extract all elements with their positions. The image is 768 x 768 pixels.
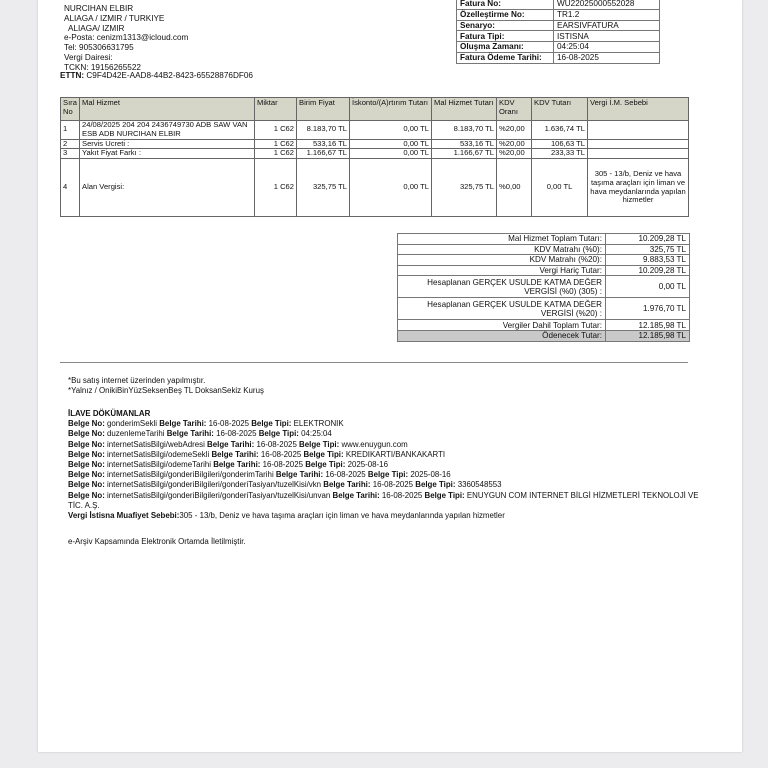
cell-kdv-orani: %20,00 [497, 149, 532, 159]
doc-type-value: ELEKTRONIK [293, 419, 344, 429]
cell-kdv-tutari: 233,33 TL [532, 149, 588, 159]
col-header-miktar: Miktar [255, 98, 297, 121]
cell-kdv-orani: %0,00 [497, 159, 532, 217]
meta-key: Fatura No: [457, 0, 554, 9]
doc-type-label: Belge Tipi: [367, 470, 409, 480]
doc-no-label: Belge No: [68, 439, 105, 449]
table-row [61, 159, 689, 217]
cell-mal-hizmet: Yakıt Fiyat Farkı : [80, 149, 255, 159]
note-internet-sale: *Bu satış internet üzerinden yapılmıştır. [68, 376, 206, 385]
doc-no-label: Belge No: [68, 480, 105, 490]
cell-sira: 3 [61, 149, 80, 159]
cell-sira: 1 [61, 121, 80, 140]
doc-no-value: internetSatisBilgi/gonderiBilgileri/gonderiTasiyan/tuzelKisi/unvan [107, 490, 331, 500]
col-header-tutar: Mal Hizmet Tutarı [432, 98, 497, 121]
doc-no-label: Belge No: [68, 490, 105, 500]
seller-name: NURCIHAN ELBIR [64, 4, 134, 13]
totals-value: 10.209,28 TL [606, 234, 690, 245]
totals-key: Hesaplanan GERÇEK USULDE KATMA DEĞER VERGİSİ (%0) (305) : [398, 276, 606, 298]
cell-sebep [588, 149, 689, 159]
doc-date-label: Belge Tarihi: [332, 490, 380, 500]
totals-key: KDV Matrahı (%0): [398, 244, 606, 255]
ettn-value: C9F4D42E-AAD8-44B2-8423-65528876DF06 [86, 71, 253, 80]
doc-type-value: KREDIKARTI/BANKAKARTI [345, 449, 446, 459]
meta-key: Oluşma Zamanı: [457, 42, 554, 53]
exemption-label: Vergi İstisna Muafiyet Sebebi: [68, 511, 180, 521]
doc-date-label: Belge Tarihi: [211, 449, 259, 459]
seller-email: e-Posta: cenizm1313@icloud.com [64, 33, 189, 43]
doc-no-value: gonderimSekli [107, 419, 158, 429]
list-item [68, 491, 708, 511]
doc-type-label: Belge Tipi: [251, 419, 292, 429]
cell-iskonto: 0,00 TL [350, 139, 432, 149]
seller-tckn: TCKN: 19156265522 [64, 62, 141, 72]
meta-value: 16-08-2025 [554, 52, 660, 63]
items-header-row [61, 98, 689, 121]
doc-date-label: Belge Tarihi: [207, 439, 255, 449]
cell-kdv-tutari: 0,00 TL [532, 159, 588, 217]
doc-no-label: Belge No: [68, 429, 105, 439]
doc-no-value: internetSatisBilgi/webAdresi [107, 439, 205, 449]
exemption-value: 305 - 13/b, Deniz ve hava taşıma araçları için liman ve hava meydanlarında yapılan hizmetler [179, 511, 505, 521]
meta-row [457, 9, 660, 20]
totals-row [398, 276, 690, 298]
meta-value: EARSIVFATURA [554, 20, 660, 31]
doc-date-label: Belge Tarihi: [275, 470, 324, 480]
cell-miktar: 1 C62 [255, 121, 297, 140]
doc-type-label: Belge Tipi: [415, 480, 456, 490]
cell-miktar: 1 C62 [255, 159, 297, 217]
meta-value: TR1.2 [554, 9, 660, 20]
totals-row [398, 298, 690, 320]
docs-title: İLAVE DÖKÜMANLAR [68, 409, 151, 418]
totals-row [398, 234, 690, 245]
col-header-vergi-sebebi: Vergi İ.M. Sebebi [588, 98, 689, 121]
totals-row [398, 265, 690, 276]
totals-value: 9.883,53 TL [606, 255, 690, 266]
doc-no-value: duzenlemeTarihi [107, 429, 165, 439]
cell-birim-fiyat: 8.183,70 TL [297, 121, 350, 140]
table-row [61, 139, 689, 149]
meta-row [457, 52, 660, 63]
meta-row [457, 42, 660, 53]
earsiv-footer: e-Arşiv Kapsamında Elektronik Ortamda İletilmiştir. [68, 537, 246, 546]
list-item [68, 440, 708, 450]
doc-type-value: ENUYGUN COM INTERNET BİLGİ HİZMETLERİ TEKNOLOJİ VE TİC. A.Ş. [68, 490, 699, 510]
ettn-label: ETTN: [60, 71, 85, 80]
meta-key: Fatura Ödeme Tarihi: [457, 52, 554, 63]
doc-date-value: 16-08-2025 [372, 480, 414, 490]
cell-iskonto: 0,00 TL [350, 149, 432, 159]
seller-phone: Tel: 905306631795 [64, 43, 134, 53]
doc-no-label: Belge No: [68, 419, 105, 429]
doc-no-value: internetSatisBilgi/odemeSekli [107, 449, 210, 459]
ettn-line [60, 71, 253, 80]
doc-no-value: internetSatisBilgi/odemeTarihi [107, 460, 211, 470]
doc-date-value: 16-08-2025 [208, 419, 250, 429]
doc-no-label: Belge No: [68, 449, 105, 459]
doc-date-value: 16-08-2025 [325, 470, 366, 480]
totals-value: 0,00 TL [606, 276, 690, 298]
meta-value: ISTISNA [554, 31, 660, 42]
payable-value: 12.185,98 TL [606, 330, 690, 341]
cell-mal-hizmet: Alan Vergisi: [80, 159, 255, 217]
cell-tutar: 1.166,67 TL [432, 149, 497, 159]
totals-value: 10.209,28 TL [606, 265, 690, 276]
meta-value: 04:25:04 [554, 42, 660, 53]
meta-row [457, 0, 660, 9]
doc-no-label: Belge No: [68, 460, 105, 470]
col-header-kdv-orani: KDV Oranı [497, 98, 532, 121]
totals-table [397, 233, 690, 342]
table-row [61, 149, 689, 159]
cell-iskonto: 0,00 TL [350, 159, 432, 217]
list-item [68, 429, 708, 439]
note-amount-in-words: *Yalnız / OnikiBinYüzSeksenBeş TL DoksanSekiz Kuruş [68, 385, 264, 395]
totals-key: Hesaplanan GERÇEK USULDE KATMA DEĞER VERGİSİ (%20) : [398, 298, 606, 320]
cell-kdv-tutari: 106,63 TL [532, 139, 588, 149]
doc-no-value: internetSatisBilgi/gonderiBilgileri/gonderiTasiyan/tuzelKisi/vkn [107, 480, 322, 490]
totals-value: 12.185,98 TL [606, 320, 690, 331]
cell-iskonto: 0,00 TL [350, 121, 432, 140]
invoice-meta-table [456, 0, 660, 64]
cell-kdv-tutari: 1.636,74 TL [532, 121, 588, 140]
cell-tutar: 533,16 TL [432, 139, 497, 149]
totals-value: 1.976,70 TL [606, 298, 690, 320]
doc-date-label: Belge Tarihi: [159, 419, 207, 429]
cell-miktar: 1 C62 [255, 139, 297, 149]
doc-type-value: www.enuygun.com [341, 439, 408, 449]
doc-no-value: internetSatisBilgi/gonderiBilgileri/gonderimTarihi [107, 470, 274, 480]
col-header-sira: Sıra No [61, 98, 80, 121]
additional-documents [68, 409, 708, 521]
totals-row [398, 320, 690, 331]
doc-date-value: 16-08-2025 [260, 449, 302, 459]
cell-sira: 4 [61, 159, 80, 217]
doc-date-label: Belge Tarihi: [166, 429, 214, 439]
cell-birim-fiyat: 1.166,67 TL [297, 149, 350, 159]
cell-mal-hizmet: Servis Ucreti : [80, 139, 255, 149]
col-header-mal-hizmet: Mal Hizmet [80, 98, 255, 121]
notes [68, 376, 264, 395]
doc-type-label: Belge Tipi: [305, 460, 346, 470]
cell-tutar: 8.183,70 TL [432, 121, 497, 140]
line-items-table [60, 97, 689, 217]
totals-row [398, 244, 690, 255]
exemption-line [68, 511, 708, 521]
list-item [68, 480, 708, 490]
doc-date-value: 16-08-2025 [216, 429, 257, 439]
seller-info [64, 4, 188, 73]
cell-sebep [588, 139, 689, 149]
seller-address-2: ALIAGA/ IZMIR [68, 23, 125, 33]
cell-tutar: 325,75 TL [432, 159, 497, 217]
divider [60, 362, 688, 363]
doc-date-value: 16-08-2025 [262, 460, 303, 470]
cell-miktar: 1 C62 [255, 149, 297, 159]
list-item [68, 470, 708, 480]
seller-address-1: ALIAGA / IZMIR / TURKIYE [64, 13, 165, 23]
cell-kdv-orani: %20,00 [497, 139, 532, 149]
list-item [68, 450, 708, 460]
col-header-birim-fiyat: Birim Fiyat [297, 98, 350, 121]
totals-key: Vergi Hariç Tutar: [398, 265, 606, 276]
cell-sira: 2 [61, 139, 80, 149]
cell-mal-hizmet: 24/08/2025 204 204 2436749730 ADB SAW VAN ESB ADB NURCIHAN ELBIR [80, 121, 255, 140]
doc-type-label: Belge Tipi: [424, 490, 465, 500]
meta-key: Fatura Tipi: [457, 31, 554, 42]
cell-sebep: 305 - 13/b, Deniz ve hava taşıma araçları için liman ve hava meydanlarında yapılan hizmetler [588, 159, 689, 217]
meta-row [457, 31, 660, 42]
totals-key: Mal Hizmet Toplam Tutarı: [398, 234, 606, 245]
list-item [68, 460, 708, 470]
col-header-iskonto: İskonto/(A)rtırım Tutarı [350, 98, 432, 121]
cell-birim-fiyat: 325,75 TL [297, 159, 350, 217]
totals-key: KDV Matrahı (%20): [398, 255, 606, 266]
totals-key: Vergiler Dahil Toplam Tutar: [398, 320, 606, 331]
seller-tax-office: Vergi Dairesi: [64, 52, 113, 62]
doc-no-label: Belge No: [68, 470, 105, 480]
cell-kdv-orani: %20,00 [497, 121, 532, 140]
payable-key: Ödenecek Tutar: [398, 330, 606, 341]
doc-type-label: Belge Tipi: [299, 439, 340, 449]
doc-type-value: 2025-08-16 [410, 470, 451, 480]
doc-date-label: Belge Tarihi: [213, 460, 261, 470]
doc-type-value: 2025-08-16 [347, 460, 388, 470]
meta-row [457, 20, 660, 31]
totals-row [398, 255, 690, 266]
totals-value: 325,75 TL [606, 244, 690, 255]
doc-type-label: Belge Tipi: [258, 429, 299, 439]
doc-date-value: 16-08-2025 [256, 439, 297, 449]
docs-list [68, 419, 708, 511]
doc-date-value: 16-08-2025 [381, 490, 423, 500]
invoice-sheet [38, 0, 742, 752]
meta-key: Senaryo: [457, 20, 554, 31]
cell-sebep [588, 121, 689, 140]
col-header-kdv-tutari: KDV Tutarı [532, 98, 588, 121]
payable-row [398, 330, 690, 341]
table-row [61, 121, 689, 140]
meta-key: Özelleştirme No: [457, 9, 554, 20]
doc-type-label: Belge Tipi: [303, 449, 344, 459]
cell-birim-fiyat: 533,16 TL [297, 139, 350, 149]
doc-type-value: 3360548553 [457, 480, 502, 490]
doc-type-value: 04:25:04 [301, 429, 332, 439]
list-item [68, 419, 708, 429]
doc-date-label: Belge Tarihi: [323, 480, 371, 490]
meta-value: WU2202500055​2028 [554, 0, 660, 9]
